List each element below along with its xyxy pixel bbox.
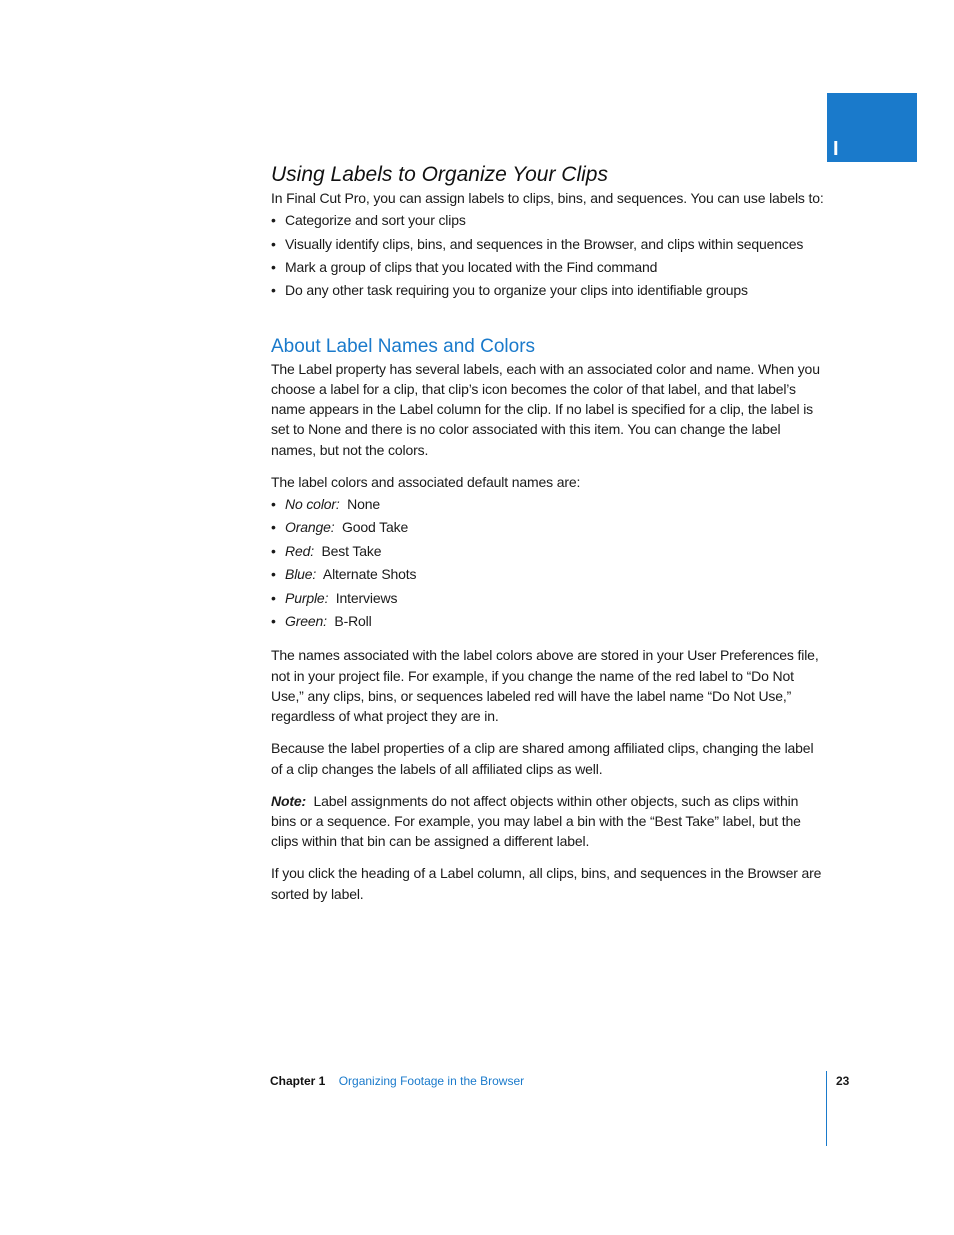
- label-name: Interviews: [335, 589, 398, 606]
- bullet: •: [271, 589, 276, 606]
- label-name: Good Take: [342, 519, 409, 536]
- label-colors-list: [271, 493, 827, 633]
- bullet: •: [271, 282, 276, 299]
- list-item: [271, 516, 827, 539]
- list-item-text: Categorize and sort your clips: [285, 212, 466, 229]
- bullet: •: [271, 235, 276, 252]
- label-color-term: Purple:: [285, 589, 329, 606]
- note-paragraph: [271, 791, 827, 852]
- footer-divider: [826, 1071, 827, 1146]
- label-color-term: Red:: [285, 542, 314, 559]
- bullet: •: [271, 259, 276, 276]
- note-label: Note:: [271, 792, 307, 809]
- chapter-tab-label: I: [833, 138, 839, 160]
- uses-list: [271, 209, 827, 303]
- list-item: [271, 587, 827, 610]
- footer-chapter-title: Organizing Footage in the Browser: [338, 1074, 525, 1088]
- label-name: Best Take: [321, 542, 382, 559]
- body-paragraph: The names associated with the label colors above are stored in your User Preferences file, not in your project file. For example, if you change the name of the red label to “Do Not Use,” any clips, bins, or sequences labeled red will have the label name “Do Not Use,” regardless of what project they are in.: [271, 647, 819, 725]
- footer-chapter: Chapter 1: [270, 1074, 326, 1088]
- bullet: •: [271, 613, 276, 630]
- list-item-text: Visually identify clips, bins, and sequences in the Browser, and clips within sequences: [285, 235, 804, 252]
- chapter-tab: [827, 93, 917, 162]
- label-color-term: No color:: [285, 496, 340, 513]
- list-item: [271, 563, 827, 586]
- label-name: None: [347, 496, 381, 513]
- label-color-term: Blue:: [285, 566, 317, 583]
- bullet: •: [271, 496, 276, 513]
- page-footer: [270, 1073, 524, 1089]
- bullet: •: [271, 542, 276, 559]
- section-title: Using Labels to Organize Your Clips: [271, 163, 608, 186]
- list-item: [271, 540, 827, 563]
- bullet: •: [271, 212, 276, 229]
- label-color-term: Green:: [285, 613, 327, 630]
- label-name: B-Roll: [334, 613, 372, 630]
- page-content: [271, 160, 827, 904]
- body-paragraph: If you click the heading of a Label column, all clips, bins, and sequences in the Browser are sorted by label.: [271, 865, 822, 902]
- bullet: •: [271, 519, 276, 536]
- list-item-text: Do any other task requiring you to organize your clips into identifiable groups: [285, 282, 748, 299]
- list-item: [271, 256, 827, 279]
- list-item: [271, 493, 827, 516]
- list-item: [271, 209, 827, 232]
- list-item: [271, 610, 827, 633]
- page-number: 23: [836, 1074, 850, 1088]
- list-item: [271, 279, 827, 302]
- body-paragraph: Because the label properties of a clip are shared among affiliated clips, changing the label of a clip changes the labels of all affiliated clips as well.: [271, 740, 814, 777]
- list-item-text: Mark a group of clips that you located with the Find command: [285, 259, 658, 276]
- note-text: Label assignments do not affect objects within other objects, such as clips within bins or a sequence. For example, you may label a bin with the “Best Take” label, but the clips within that bin can be assigned a different label.: [271, 792, 801, 850]
- body-paragraph: The label colors and associated default names are:: [271, 473, 581, 490]
- label-name: Alternate Shots: [322, 566, 417, 583]
- list-item: [271, 233, 827, 256]
- label-color-term: Orange:: [285, 519, 335, 536]
- bullet: •: [271, 566, 276, 583]
- intro-paragraph: In Final Cut Pro, you can assign labels to clips, bins, and sequences. You can use labels to:: [271, 190, 824, 206]
- subsection-title: About Label Names and Colors: [271, 335, 536, 357]
- body-paragraph: The Label property has several labels, each with an associated color and name. When you choose a label for a clip, that clip’s icon becomes the color of that label, and that label’s name appears in the Label column for the clip. If no label is specified for a clip, the label is set to None and there is no color associated with this item. You can change the label names, but not the colors.: [271, 360, 820, 458]
